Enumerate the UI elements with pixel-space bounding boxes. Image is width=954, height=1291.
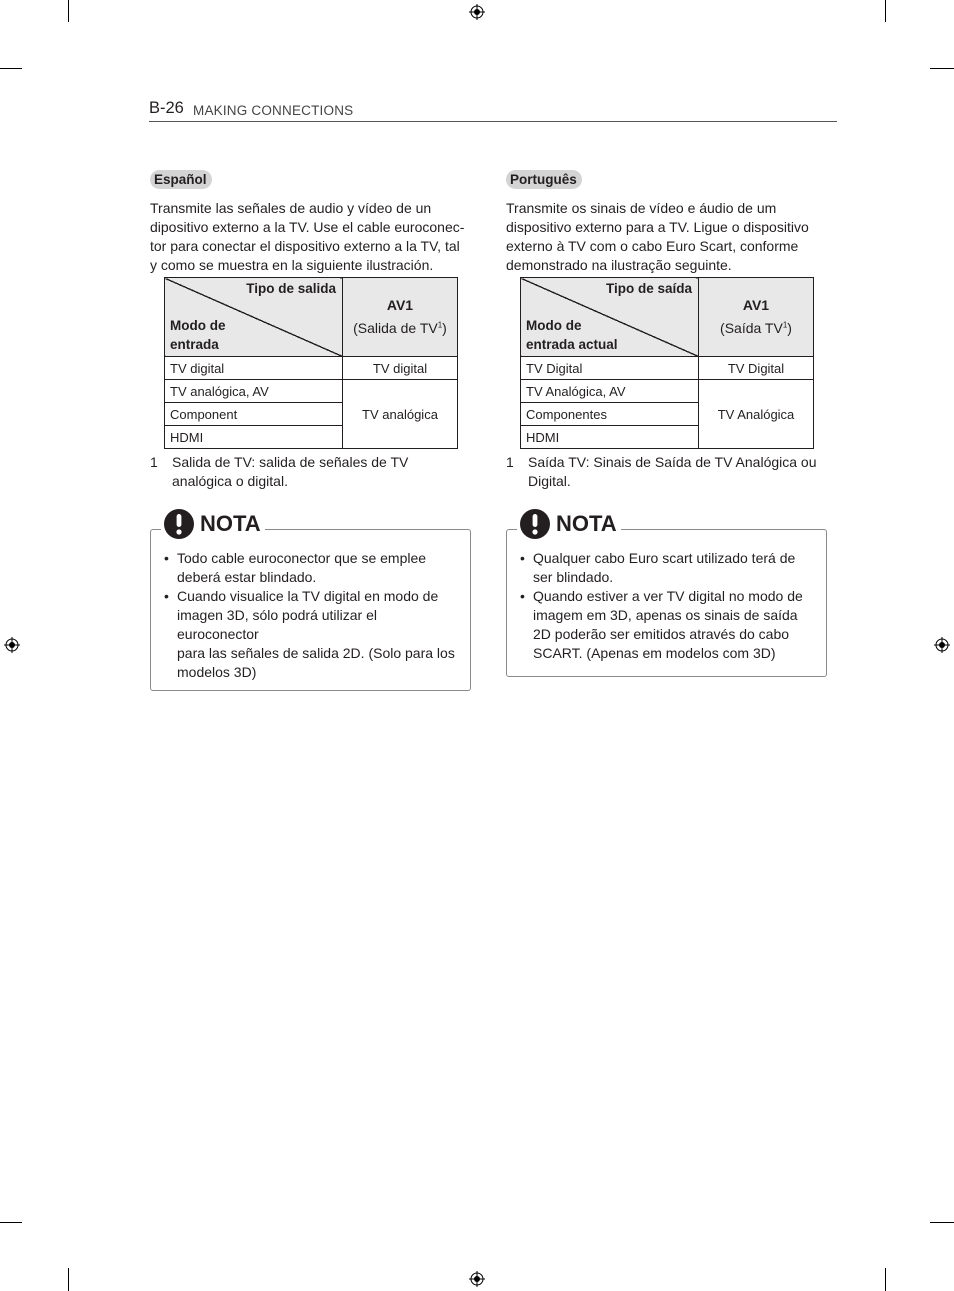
crosshair-registration-icon — [934, 637, 950, 653]
intro-paragraph — [150, 199, 474, 275]
input-mode-cell: TV Analógica, AV — [521, 380, 699, 403]
av1-subtitle: (Saída $TV^1$) — [720, 319, 792, 336]
nota-item: • Cuando visualice la TV digital en modo de imagen 3D, sólo podrá utilizar el euroconector para las señales de salida 2D. (Solo para los modelos 3D) — [177, 587, 462, 682]
av1-header — [699, 278, 814, 357]
paragraph-line: y como se muestra en la siguiente ilustración. — [150, 257, 434, 273]
av1-title: AV1 — [742, 297, 770, 314]
paragraph-line: dipositivo externo a la TV. Use el cable euroconec- — [150, 219, 465, 235]
input-mode-cell: TV Digital — [521, 357, 699, 380]
input-mode-cell: Componentes — [521, 403, 699, 426]
connection-table — [520, 277, 814, 449]
input-mode-cell: TV analógica, AV — [165, 380, 343, 403]
nota-header — [517, 507, 621, 541]
paragraph-line: demonstrado na ilustração seguinte. — [506, 257, 732, 273]
nota-title: NOTA — [200, 511, 261, 536]
crosshair-registration-icon — [4, 637, 20, 653]
footnote: 1 Salida de TV: salida de señales de TV analógica o digital. — [150, 454, 409, 489]
av1-subtitle: (Salida de $TV^1$) — [353, 319, 447, 336]
page-header — [149, 99, 837, 122]
crop-mark — [885, 0, 886, 22]
paragraph-line: dispositivo externo para a TV. Ligue o dispositivo — [506, 219, 809, 235]
output-cell: TV Digital — [699, 357, 814, 380]
output-cell: TV digital — [343, 357, 458, 380]
nota-title: NOTA — [556, 511, 617, 536]
crop-mark — [930, 1222, 954, 1223]
nota-item: • Todo cable euroconector que se emplee deberá estar blindado. — [177, 549, 462, 587]
nota-list — [507, 530, 826, 676]
input-mode-cell: Component — [165, 403, 343, 426]
footnote: 1 Saída TV: Sinais de Saída de TV Analógica ou Digital. — [506, 454, 817, 489]
page-number: B-26 — [149, 99, 184, 117]
output-cell-merged: TV analógica — [343, 380, 458, 449]
input-mode-cell: TV digital — [165, 357, 343, 380]
language-tag: Português — [506, 170, 582, 189]
paragraph-line: Transmite las señales de audio y vídeo de un — [150, 200, 432, 216]
crop-mark — [0, 68, 22, 69]
section-title: MAKING CONNECTIONS — [193, 103, 354, 118]
av1-title: AV1 — [386, 297, 414, 314]
input-mode-cell: HDMI — [521, 426, 699, 449]
input-mode-label: Modo de entrada — [170, 318, 226, 352]
paragraph-line: tor para conectar el dispositivo externo a la TV, tal — [150, 238, 460, 254]
nota-header — [161, 507, 265, 541]
crop-mark — [885, 1268, 886, 1291]
table-diagonal-header — [521, 278, 699, 357]
av1-header — [343, 278, 458, 357]
nota-list — [151, 530, 470, 690]
paragraph-line: Transmite os sinais de vídeo e áudio de um — [506, 200, 777, 216]
connection-table — [164, 277, 458, 449]
input-mode-cell: HDMI — [165, 426, 343, 449]
crop-mark — [0, 1222, 22, 1223]
table-diagonal-header — [165, 278, 343, 357]
nota-box — [506, 511, 827, 677]
output-cell-merged: TV Analógica — [699, 380, 814, 449]
column-portugues — [506, 170, 830, 677]
intro-paragraph — [506, 199, 830, 275]
paragraph-line: externo à TV com o cabo Euro Scart, conforme — [506, 238, 799, 254]
footnote-number: 1 — [506, 454, 514, 470]
exclamation-circle-icon — [164, 509, 194, 539]
crop-mark — [930, 68, 954, 69]
crosshair-registration-icon — [469, 4, 485, 20]
exclamation-circle-icon — [520, 509, 550, 539]
footnote-number: 1 — [150, 454, 158, 470]
input-mode-label: Modo de entrada actual — [526, 318, 618, 352]
language-tag: Español — [150, 170, 212, 189]
nota-item: • Qualquer cabo Euro scart utilizado terá de ser blindado. — [533, 549, 818, 587]
nota-item: • Quando estiver a ver TV digital no modo de imagem em 3D, apenas os sinais de saída 2D poderão ser emitidos através do cabo SCART. (Apenas em modelos com 3D) — [533, 587, 818, 663]
output-type-label: Tipo de salida — [246, 281, 336, 296]
crop-mark — [68, 0, 69, 22]
crosshair-registration-icon — [469, 1271, 485, 1287]
crop-mark — [68, 1268, 69, 1291]
column-espanol — [150, 170, 474, 691]
output-type-label: Tipo de saída — [605, 281, 692, 296]
nota-box — [150, 511, 471, 691]
